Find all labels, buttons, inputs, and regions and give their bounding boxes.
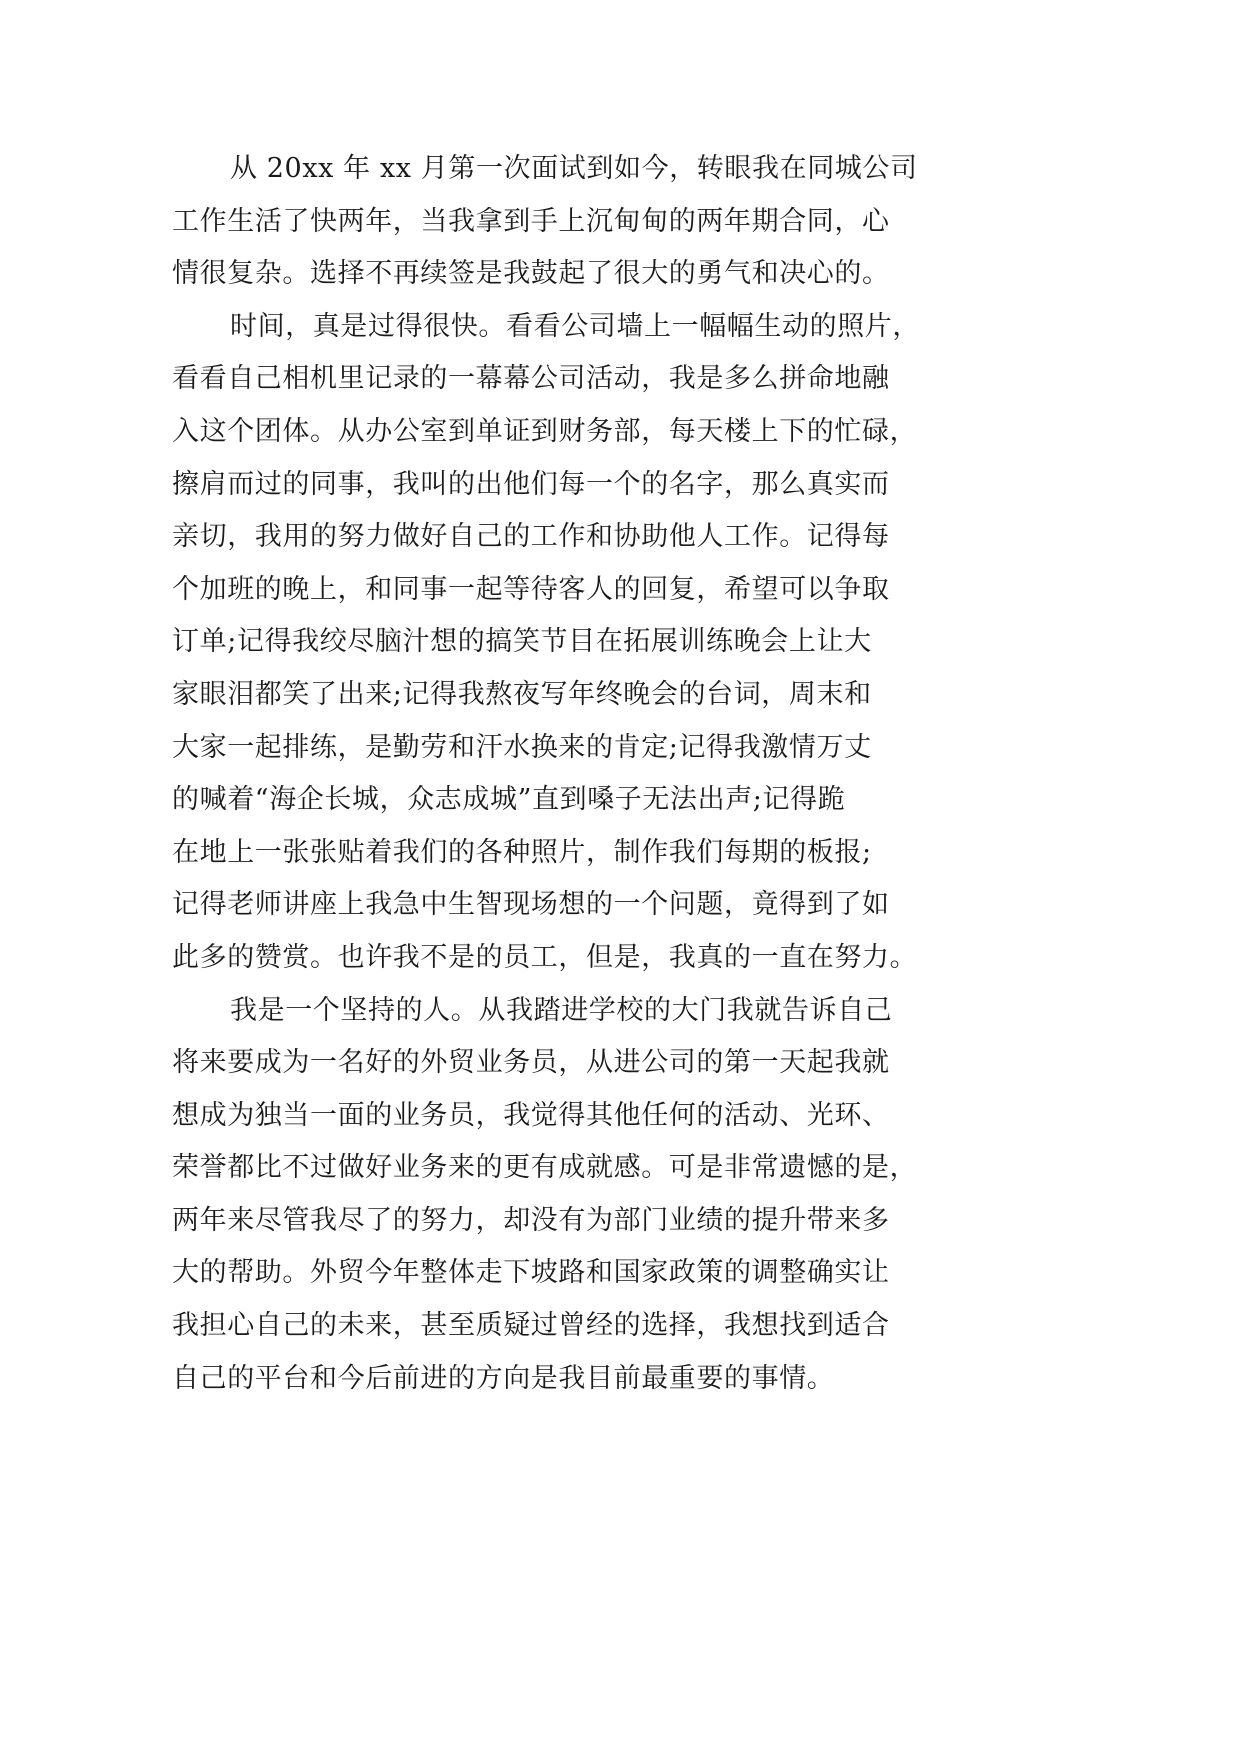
paragraph-3-line-5: 两年来尽管我尽了的努力，却没有为部门业绩的提升带来多 — [172, 1204, 890, 1236]
paragraph-3-line-7: 我担心自己的未来，甚至质疑过曾经的选择，我想找到适合 — [172, 1310, 890, 1342]
paragraph-2-line-4: 擦肩而过的同事，我叫的出他们每一个的名字，那么真实而 — [172, 468, 890, 500]
paragraph-2-line-2: 看看自己相机里记录的一幕幕公司活动，我是多么拼命地融 — [172, 363, 890, 395]
paragraph-1-line-1: 从 20xx 年 xx 月第一次面试到如今，转眼我在同城公司 — [230, 153, 918, 184]
paragraph-2-line-6: 个加班的晚上，和同事一起等待客人的回复，希望可以争取 — [172, 573, 890, 605]
paragraph-3-line-8: 自己的平台和今后前进的方向是我目前最重要的事情。 — [172, 1362, 835, 1394]
paragraph-2-line-9: 大家一起排练，是勤劳和汗水换来的肯定;记得我激情万丈 — [172, 731, 872, 763]
paragraph-1-line-2: 工作生活了快两年，当我拿到手上沉甸甸的两年期合同，心 — [172, 205, 890, 237]
paragraph-1-line-3: 情很复杂。选择不再续签是我鼓起了很大的勇气和决心的。 — [172, 258, 890, 290]
paragraph-2-line-7: 订单;记得我绞尽脑汁想的搞笑节目在拓展训练晚会上让大 — [172, 626, 872, 658]
paragraph-2-line-12: 记得老师讲座上我急中生智现场想的一个问题，竟得到了如 — [172, 889, 890, 921]
paragraph-2-line-1: 时间，真是过得很快。看看公司墙上一幅幅生动的照片， — [230, 310, 920, 342]
paragraph-2-line-8: 家眼泪都笑了出来;记得我熬夜写年终晚会的台词，周末和 — [172, 678, 872, 710]
paragraph-3-line-3: 想成为独当一面的业务员，我觉得其他任何的活动、光环、 — [172, 1099, 890, 1131]
paragraph-2-line-3: 入这个团体。从办公室到单证到财务部，每天楼上下的忙碌， — [172, 415, 918, 447]
paragraph-2-line-11: 在地上一张张贴着我们的各种照片，制作我们每期的板报; — [172, 836, 872, 868]
paragraph-3-line-4: 荣誉都比不过做好业务来的更有成就感。可是非常遗憾的是， — [172, 1152, 918, 1184]
paragraph-2-line-13: 此多的赞赏。也许我不是的员工，但是，我真的一直在努力。 — [172, 941, 918, 973]
paragraph-3-line-2: 将来要成为一名好的外贸业务员，从进公司的第一天起我就 — [172, 1047, 890, 1079]
paragraph-2-line-10: 的喊着“海企长城，众志成城”直到嗓子无法出声;记得跪 — [172, 784, 846, 816]
paragraph-3-line-6: 大的帮助。外贸今年整体走下坡路和国家政策的调整确实让 — [172, 1257, 890, 1289]
paragraph-2-line-5: 亲切，我用的努力做好自己的工作和协助他人工作。记得每 — [172, 521, 890, 553]
paragraph-3-line-1: 我是一个坚持的人。从我踏进学校的大门我就告诉自己 — [230, 994, 893, 1026]
document-body — [172, 143, 962, 1405]
